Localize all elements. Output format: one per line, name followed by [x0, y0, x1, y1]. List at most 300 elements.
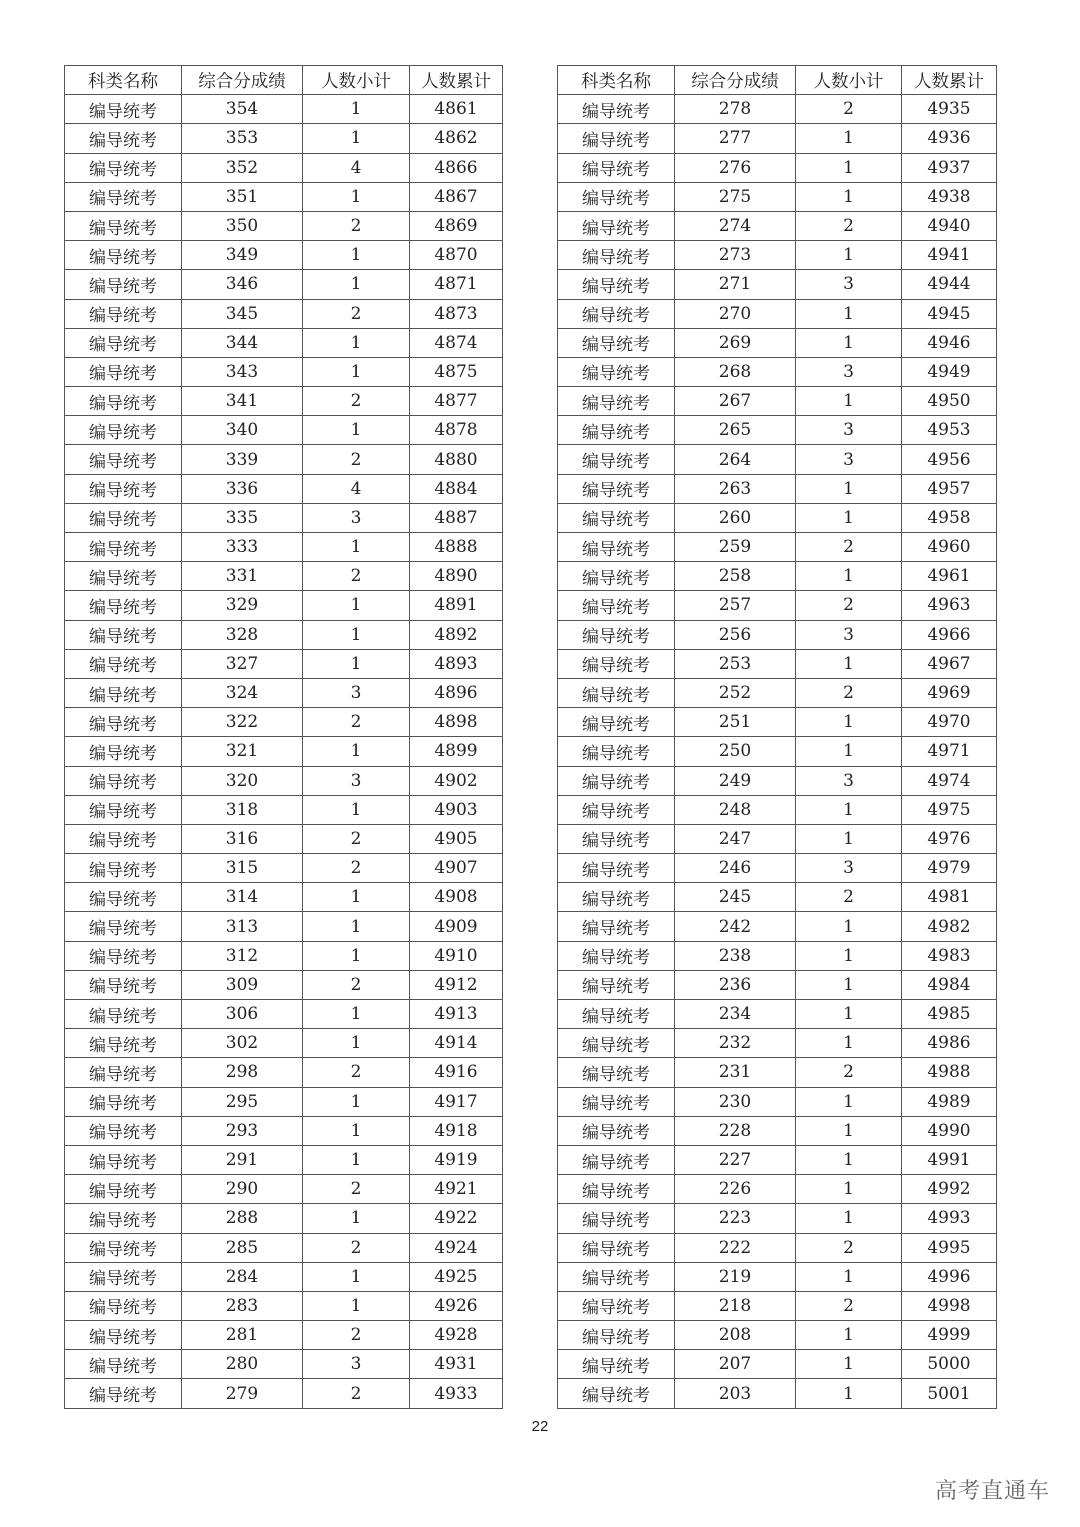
table-row [65, 562, 503, 591]
cell-count: 2 [303, 1175, 410, 1204]
cell-count: 1 [796, 1145, 902, 1174]
cell-count: 2 [303, 1058, 410, 1087]
header-category: 科类名称 [558, 66, 675, 95]
cell-count: 1 [796, 1029, 902, 1058]
cell-cumulative: 4946 [902, 328, 997, 357]
cell-cumulative: 4903 [410, 795, 503, 824]
cell-cumulative: 4891 [410, 591, 503, 620]
cell-category: 编导统考 [558, 883, 675, 912]
cell-score: 335 [182, 503, 303, 532]
cell-score: 219 [675, 1262, 796, 1291]
cell-cumulative: 4931 [410, 1350, 503, 1379]
cell-count: 1 [796, 912, 902, 941]
cell-count: 2 [303, 562, 410, 591]
table-row [65, 1087, 503, 1116]
cell-count: 1 [796, 941, 902, 970]
cell-score: 285 [182, 1233, 303, 1262]
table-row [558, 620, 997, 649]
cell-category: 编导统考 [558, 211, 675, 240]
cell-category: 编导统考 [65, 124, 182, 153]
cell-count: 1 [796, 182, 902, 211]
cell-cumulative: 4914 [410, 1029, 503, 1058]
table-row [558, 328, 997, 357]
table-row [65, 795, 503, 824]
cell-category: 编导统考 [65, 533, 182, 562]
cell-score: 353 [182, 124, 303, 153]
cell-count: 2 [303, 970, 410, 999]
cell-category: 编导统考 [65, 1087, 182, 1116]
table-row [65, 211, 503, 240]
cell-cumulative: 4922 [410, 1204, 503, 1233]
table-body-left [65, 95, 503, 1408]
table-row [65, 328, 503, 357]
cell-score: 265 [675, 416, 796, 445]
cell-category: 编导统考 [65, 416, 182, 445]
cell-count: 1 [796, 153, 902, 182]
cell-score: 246 [675, 854, 796, 883]
cell-count: 1 [796, 1000, 902, 1029]
cell-score: 324 [182, 678, 303, 707]
table-row [558, 1291, 997, 1320]
cell-cumulative: 4888 [410, 533, 503, 562]
cell-count: 2 [303, 445, 410, 474]
cell-category: 编导统考 [558, 1233, 675, 1262]
table-row [558, 1233, 997, 1262]
table-row [65, 299, 503, 328]
cell-category: 编导统考 [558, 737, 675, 766]
cell-cumulative: 4869 [410, 211, 503, 240]
cell-count: 4 [303, 153, 410, 182]
cell-category: 编导统考 [65, 1116, 182, 1145]
cell-cumulative: 4873 [410, 299, 503, 328]
page-number: 22 [531, 1418, 549, 1435]
cell-cumulative: 4953 [902, 416, 997, 445]
table-row [558, 1145, 997, 1174]
cell-score: 352 [182, 153, 303, 182]
cell-score: 207 [675, 1350, 796, 1379]
cell-cumulative: 4979 [902, 854, 997, 883]
cell-cumulative: 4892 [410, 620, 503, 649]
cell-category: 编导统考 [558, 445, 675, 474]
cell-category: 编导统考 [65, 1379, 182, 1408]
cell-count: 2 [796, 591, 902, 620]
cell-count: 1 [303, 1204, 410, 1233]
cell-count: 1 [303, 328, 410, 357]
cell-count: 3 [303, 503, 410, 532]
cell-score: 298 [182, 1058, 303, 1087]
cell-count: 2 [796, 1058, 902, 1087]
cell-score: 339 [182, 445, 303, 474]
cell-count: 2 [303, 1379, 410, 1408]
cell-cumulative: 4996 [902, 1262, 997, 1291]
table-row [558, 912, 997, 941]
cell-score: 331 [182, 562, 303, 591]
cell-score: 226 [675, 1175, 796, 1204]
cell-score: 318 [182, 795, 303, 824]
cell-category: 编导统考 [558, 620, 675, 649]
cell-score: 341 [182, 387, 303, 416]
table-row [65, 737, 503, 766]
table-row [558, 562, 997, 591]
cell-category: 编导统考 [65, 387, 182, 416]
cell-score: 203 [675, 1379, 796, 1408]
table-row [558, 503, 997, 532]
cell-count: 1 [796, 1204, 902, 1233]
cell-cumulative: 4870 [410, 241, 503, 270]
table-row [65, 941, 503, 970]
cell-count: 2 [303, 1233, 410, 1262]
cell-count: 1 [303, 1087, 410, 1116]
cell-score: 283 [182, 1291, 303, 1320]
cell-cumulative: 4960 [902, 533, 997, 562]
cell-cumulative: 4919 [410, 1145, 503, 1174]
table-row [558, 270, 997, 299]
table-row [558, 1204, 997, 1233]
cell-score: 284 [182, 1262, 303, 1291]
header-score: 综合分成绩 [182, 66, 303, 95]
cell-score: 340 [182, 416, 303, 445]
cell-count: 1 [303, 1000, 410, 1029]
cell-cumulative: 4910 [410, 941, 503, 970]
cell-count: 2 [796, 1233, 902, 1262]
cell-category: 编导统考 [558, 124, 675, 153]
cell-score: 309 [182, 970, 303, 999]
cell-score: 350 [182, 211, 303, 240]
cell-count: 1 [303, 1291, 410, 1320]
table-row [558, 795, 997, 824]
cell-cumulative: 4878 [410, 416, 503, 445]
table-row [65, 503, 503, 532]
cell-count: 2 [303, 387, 410, 416]
cell-category: 编导统考 [65, 562, 182, 591]
cell-count: 2 [303, 211, 410, 240]
score-table-left [64, 65, 503, 1409]
cell-cumulative: 4966 [902, 620, 997, 649]
cell-count: 1 [796, 1350, 902, 1379]
table-row [558, 1000, 997, 1029]
cell-category: 编导统考 [65, 883, 182, 912]
cell-count: 1 [796, 1087, 902, 1116]
cell-score: 248 [675, 795, 796, 824]
cell-category: 编导统考 [558, 1087, 675, 1116]
table-row [65, 1116, 503, 1145]
table-row [558, 1087, 997, 1116]
cell-score: 222 [675, 1233, 796, 1262]
cell-score: 234 [675, 1000, 796, 1029]
cell-score: 223 [675, 1204, 796, 1233]
cell-score: 295 [182, 1087, 303, 1116]
cell-cumulative: 4935 [902, 95, 997, 124]
cell-cumulative: 4956 [902, 445, 997, 474]
cell-category: 编导统考 [558, 591, 675, 620]
cell-category: 编导统考 [558, 299, 675, 328]
table-row [558, 854, 997, 883]
table-row [558, 649, 997, 678]
cell-category: 编导统考 [558, 708, 675, 737]
cell-category: 编导统考 [65, 503, 182, 532]
table-row [65, 620, 503, 649]
cell-count: 3 [303, 678, 410, 707]
cell-score: 293 [182, 1116, 303, 1145]
cell-score: 273 [675, 241, 796, 270]
cell-category: 编导统考 [65, 153, 182, 182]
cell-count: 2 [796, 211, 902, 240]
cell-category: 编导统考 [65, 1321, 182, 1350]
cell-score: 346 [182, 270, 303, 299]
cell-score: 354 [182, 95, 303, 124]
cell-category: 编导统考 [558, 1350, 675, 1379]
cell-score: 279 [182, 1379, 303, 1408]
cell-category: 编导统考 [65, 941, 182, 970]
cell-cumulative: 4969 [902, 678, 997, 707]
cell-count: 1 [796, 649, 902, 678]
cell-score: 327 [182, 649, 303, 678]
cell-cumulative: 4908 [410, 883, 503, 912]
cell-score: 236 [675, 970, 796, 999]
cell-count: 2 [303, 708, 410, 737]
cell-score: 278 [675, 95, 796, 124]
table-row [558, 1350, 997, 1379]
cell-score: 263 [675, 474, 796, 503]
cell-count: 1 [796, 387, 902, 416]
table-row [65, 1029, 503, 1058]
table-row [558, 1029, 997, 1058]
cell-score: 256 [675, 620, 796, 649]
cell-cumulative: 4982 [902, 912, 997, 941]
cell-score: 268 [675, 357, 796, 386]
cell-score: 232 [675, 1029, 796, 1058]
cell-score: 253 [675, 649, 796, 678]
cell-category: 编导统考 [558, 1175, 675, 1204]
cell-count: 2 [796, 533, 902, 562]
cell-score: 260 [675, 503, 796, 532]
cell-category: 编导统考 [558, 854, 675, 883]
cell-category: 编导统考 [558, 416, 675, 445]
cell-count: 2 [303, 824, 410, 853]
cell-cumulative: 4937 [902, 153, 997, 182]
table-row [65, 1291, 503, 1320]
cell-cumulative: 4944 [902, 270, 997, 299]
cell-count: 1 [303, 795, 410, 824]
cell-cumulative: 4933 [410, 1379, 503, 1408]
cell-category: 编导统考 [65, 328, 182, 357]
table-row [558, 533, 997, 562]
cell-category: 编导统考 [558, 474, 675, 503]
cell-count: 1 [796, 1379, 902, 1408]
table-row [558, 1058, 997, 1087]
cell-category: 编导统考 [558, 678, 675, 707]
cell-category: 编导统考 [65, 1058, 182, 1087]
cell-cumulative: 4984 [902, 970, 997, 999]
cell-cumulative: 4992 [902, 1175, 997, 1204]
cell-score: 351 [182, 182, 303, 211]
table-row [558, 95, 997, 124]
cell-count: 1 [303, 533, 410, 562]
table-row [65, 1145, 503, 1174]
cell-category: 编导统考 [65, 1233, 182, 1262]
cell-count: 1 [303, 941, 410, 970]
cell-count: 1 [303, 737, 410, 766]
cell-category: 编导统考 [65, 241, 182, 270]
cell-score: 329 [182, 591, 303, 620]
cell-category: 编导统考 [558, 95, 675, 124]
cell-category: 编导统考 [558, 1204, 675, 1233]
cell-cumulative: 4880 [410, 445, 503, 474]
table-row [558, 1321, 997, 1350]
cell-score: 276 [675, 153, 796, 182]
table-row [558, 591, 997, 620]
cell-count: 1 [796, 503, 902, 532]
cell-category: 编导统考 [558, 1029, 675, 1058]
cell-category: 编导统考 [558, 270, 675, 299]
cell-cumulative: 4958 [902, 503, 997, 532]
table-row [65, 678, 503, 707]
cell-cumulative: 4938 [902, 182, 997, 211]
cell-score: 249 [675, 766, 796, 795]
cell-cumulative: 4912 [410, 970, 503, 999]
cell-count: 3 [796, 416, 902, 445]
table-body-right [558, 95, 997, 1408]
cell-count: 1 [303, 95, 410, 124]
cell-category: 编导统考 [65, 620, 182, 649]
cell-category: 编导统考 [65, 1000, 182, 1029]
table-row [558, 941, 997, 970]
cell-cumulative: 4896 [410, 678, 503, 707]
cell-score: 228 [675, 1116, 796, 1145]
cell-score: 230 [675, 1087, 796, 1116]
cell-score: 257 [675, 591, 796, 620]
cell-category: 编导统考 [65, 1145, 182, 1174]
table-row [558, 153, 997, 182]
cell-cumulative: 4986 [902, 1029, 997, 1058]
cell-score: 252 [675, 678, 796, 707]
cell-score: 247 [675, 824, 796, 853]
cell-score: 316 [182, 824, 303, 853]
cell-category: 编导统考 [65, 1175, 182, 1204]
table-row [558, 1262, 997, 1291]
cell-score: 344 [182, 328, 303, 357]
cell-count: 3 [796, 620, 902, 649]
cell-score: 290 [182, 1175, 303, 1204]
cell-category: 编导统考 [558, 1058, 675, 1087]
cell-category: 编导统考 [558, 912, 675, 941]
cell-cumulative: 4893 [410, 649, 503, 678]
cell-count: 1 [796, 795, 902, 824]
cell-category: 编导统考 [65, 182, 182, 211]
cell-score: 315 [182, 854, 303, 883]
cell-cumulative: 4887 [410, 503, 503, 532]
cell-count: 1 [796, 1321, 902, 1350]
cell-score: 208 [675, 1321, 796, 1350]
table-row [558, 182, 997, 211]
cell-category: 编导统考 [65, 854, 182, 883]
cell-category: 编导统考 [65, 591, 182, 620]
cell-cumulative: 4874 [410, 328, 503, 357]
cell-category: 编导统考 [65, 1350, 182, 1379]
score-table-right [557, 65, 997, 1409]
cell-category: 编导统考 [558, 357, 675, 386]
cell-category: 编导统考 [65, 766, 182, 795]
cell-cumulative: 4926 [410, 1291, 503, 1320]
cell-category: 编导统考 [558, 328, 675, 357]
cell-cumulative: 4909 [410, 912, 503, 941]
cell-count: 1 [796, 1175, 902, 1204]
cell-cumulative: 4981 [902, 883, 997, 912]
cell-score: 242 [675, 912, 796, 941]
cell-cumulative: 4862 [410, 124, 503, 153]
table-row [65, 416, 503, 445]
cell-category: 编导统考 [65, 1262, 182, 1291]
cell-category: 编导统考 [65, 795, 182, 824]
cell-count: 3 [796, 270, 902, 299]
table-row [558, 474, 997, 503]
table-row [558, 357, 997, 386]
cell-score: 322 [182, 708, 303, 737]
table-row [65, 970, 503, 999]
cell-count: 2 [303, 299, 410, 328]
table-header-row [558, 66, 997, 95]
cell-category: 编导统考 [558, 795, 675, 824]
cell-cumulative: 4993 [902, 1204, 997, 1233]
cell-cumulative: 4945 [902, 299, 997, 328]
cell-count: 1 [303, 241, 410, 270]
table-row [65, 95, 503, 124]
header-category: 科类名称 [65, 66, 182, 95]
table-row [558, 1175, 997, 1204]
table-row [65, 357, 503, 386]
cell-cumulative: 4936 [902, 124, 997, 153]
table-row [558, 824, 997, 853]
cell-score: 274 [675, 211, 796, 240]
cell-count: 1 [796, 737, 902, 766]
cell-category: 编导统考 [558, 153, 675, 182]
cell-category: 编导统考 [558, 649, 675, 678]
cell-cumulative: 4999 [902, 1321, 997, 1350]
cell-cumulative: 4861 [410, 95, 503, 124]
table-row [65, 649, 503, 678]
cell-count: 1 [796, 970, 902, 999]
cell-score: 288 [182, 1204, 303, 1233]
cell-score: 227 [675, 1145, 796, 1174]
table-row [558, 766, 997, 795]
cell-count: 3 [796, 766, 902, 795]
cell-count: 1 [796, 1262, 902, 1291]
cell-score: 258 [675, 562, 796, 591]
cell-count: 1 [303, 270, 410, 299]
table-row [558, 708, 997, 737]
table-row [65, 241, 503, 270]
cell-category: 编导统考 [65, 708, 182, 737]
table-row [65, 182, 503, 211]
cell-score: 333 [182, 533, 303, 562]
cell-score: 343 [182, 357, 303, 386]
cell-category: 编导统考 [558, 503, 675, 532]
cell-count: 1 [303, 912, 410, 941]
cell-count: 1 [303, 620, 410, 649]
cell-count: 3 [796, 854, 902, 883]
cell-score: 312 [182, 941, 303, 970]
cell-score: 280 [182, 1350, 303, 1379]
cell-cumulative: 4905 [410, 824, 503, 853]
cell-count: 1 [303, 1145, 410, 1174]
cell-count: 2 [796, 883, 902, 912]
cell-category: 编导统考 [558, 182, 675, 211]
table-row [558, 970, 997, 999]
cell-count: 1 [796, 124, 902, 153]
cell-category: 编导统考 [558, 1145, 675, 1174]
cell-category: 编导统考 [65, 270, 182, 299]
cell-count: 1 [303, 416, 410, 445]
